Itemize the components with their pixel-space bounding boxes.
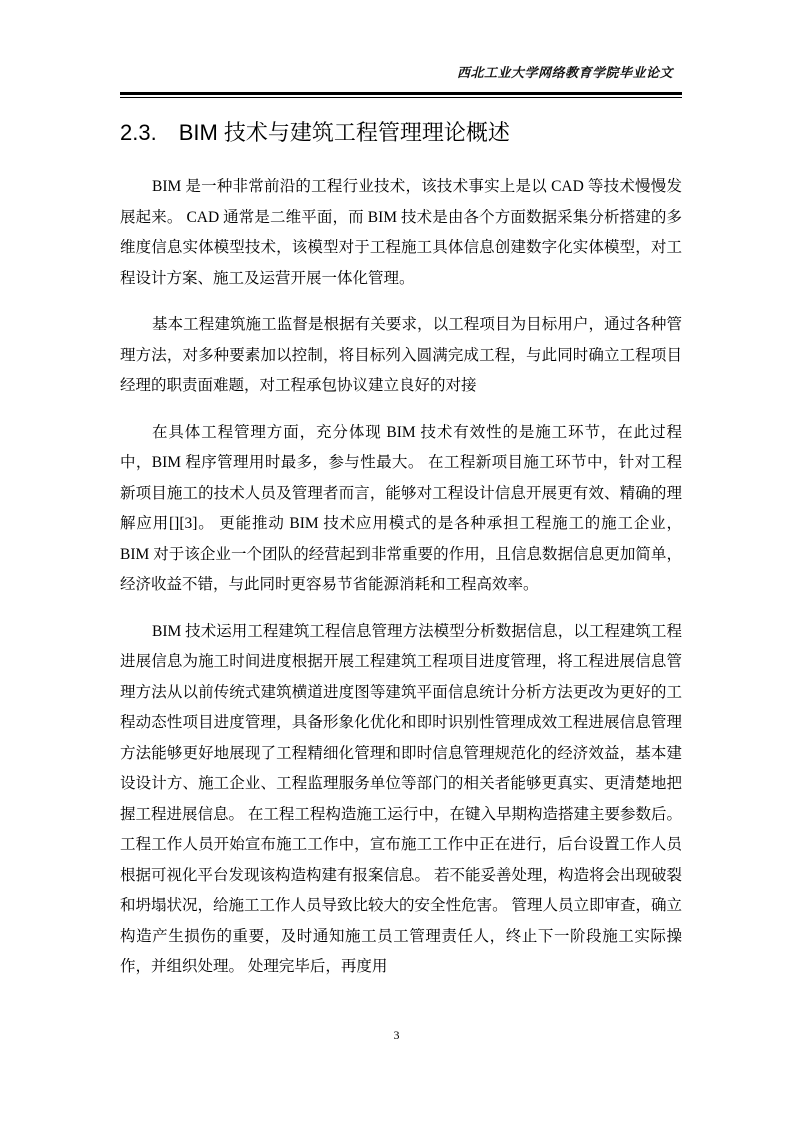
running-header: 西北工业大学网络教育学院毕业论文 — [456, 66, 673, 81]
section-heading — [120, 116, 510, 147]
paragraph-4: BIM 技术运用工程建筑工程信息管理方法模型分析数据信息，以工程建筑工程进展信息为施工时间进度根据开展工程建筑工程项目进度管理，将工程进展信息管理方法从以前传统式建筑横道进度图等建筑平面信息统计分析方法更改为更好的工程动态性项目进度管理，具备形象化优化和即时识别性管理成效工程进展信息管理方法能够更好地展现了工程精细化管理和即时信息管理规范化的经济效益，基本建设设计方、施工企业、工程监理服务单位等部门的相关者能够更真实、更清楚地把握工程进展信息。 在工程工程构造施工运行中，在键入早期构造搭建主要参数后。 工程工作人员开始宣布施工工作中，宣布施工工作中正在进行，后台设置工作人员根据可视化平台发现该构造构建有报案信息。 若不能妥善处理，构造将会出现破裂和坍塌状况，给施工工作人员导致比较大的安全性危害。 管理人员立即审查，确立构造产生损伤的重要，及时通知施工员工管理责任人，终止下一阶段施工实际操作，并组织处理。 处理完毕后，再度用 — [120, 622, 682, 975]
header-rule-thin — [120, 97, 682, 98]
paragraph-1: BIM 是一种非常前沿的工程行业技术，该技术事实上是以 CAD 等技术慢慢发展起来。 CAD 通常是二维平面，而 BIM 技术是由各个方面数据采集分析搭建的多维度信息实体模型技术，该模型对于工程施工具体信息创建数字化实体模型，对工程设计方案、施工及运营开展一体化管理。 — [120, 178, 682, 287]
section-title: BIM 技术与建筑工程管理理论概述 — [178, 120, 510, 145]
paragraph-2: 基本工程建筑施工监督是根据有关要求，以工程项目为目标用户，通过各种管理方法，对多种要素加以控制，将目标列入圆满完成工程，与此同时确立工程项目经理的职责面难题，对工程承包协议建立良好的对接 — [120, 316, 682, 394]
page-number: 3 — [393, 1028, 400, 1042]
paragraph-3: 在具体工程管理方面，充分体现 BIM 技术有效性的是施工环节，在此过程中，BIM 程序管理用时最多，参与性最大。 在工程新项目施工环节中，针对工程新项目施工的技术人员及管理者而言，能够对工程设计信息开展更有效、精确的理解应用[][3]。 更能推动 BIM 技术应用模式的是各种承担工程施工的施工企业，BIM 对于该企业一个团队的经营起到非常重要的作用，且信息数据信息更加简单，经济收益不错，与此同时更容易节省能源消耗和工程高效率。 — [120, 423, 682, 593]
body-text — [120, 172, 682, 999]
section-number: 2.3. — [120, 120, 157, 145]
header-rule-thick — [120, 92, 682, 95]
